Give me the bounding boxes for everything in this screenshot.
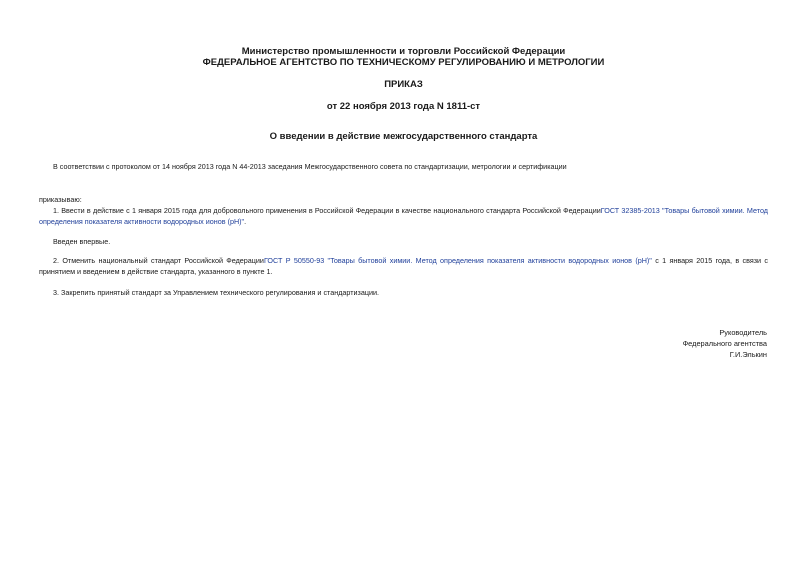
document-type: ПРИКАЗ [384,79,423,90]
item-1 [39,205,768,227]
item-2-text: 2. Отменить национальный стандарт Российской Федерации [53,256,264,265]
item-3: 3. Закрепить принятый стандарт за Управлением технического регулирования и стандартизации. [53,288,379,297]
ministry-name: Министерство промышленности и торговли Российской Федерации [241,46,566,57]
introduced-first-note: Введен впервые. [53,237,111,246]
agency-name: ФЕДЕРАЛЬНОЕ АГЕНТСТВО ПО ТЕХНИЧЕСКОМУ РЕГУЛИРОВАНИЮ И МЕТРОЛОГИИ [202,57,605,68]
document-date-number: от 22 ноября 2013 года N 1811-ст [326,101,481,112]
document-title: О введении в действие межгосударственного стандарта [269,131,538,142]
order-word: приказываю: [39,195,82,204]
item-1-end: . [244,217,247,226]
signature-name: Г.И.Элькин [729,350,767,359]
signature-organization: Федерального агентства [682,339,767,348]
item-2 [39,255,768,277]
signature-position: Руководитель [719,328,767,337]
preamble: В соответствии с протоколом от 14 ноября 2013 года N 44-2013 заседания Межгосударственного совета по стандартизации, метрологии и сертификации [53,162,567,171]
item-2-end: с 1 января 2015 года, в связи с принятием и введением в действие стандарта, указанного в пункте 1. [39,256,768,276]
gost-r-50550-link[interactable]: ГОСТ Р 50550-93 "Товары бытовой химии. Метод определения показателя активности водородных ионов (pH)" [263,256,652,265]
item-1-text: 1. Ввести в действие с 1 января 2015 года для добровольного применения в Российской Федерации в качестве национального стандарта Российской Федерации [53,206,601,215]
gost-32385-link[interactable]: ГОСТ 32385-2013 "Товары бытовой химии. Метод определения показателя активности водородных ионов (pH)" [39,206,768,226]
